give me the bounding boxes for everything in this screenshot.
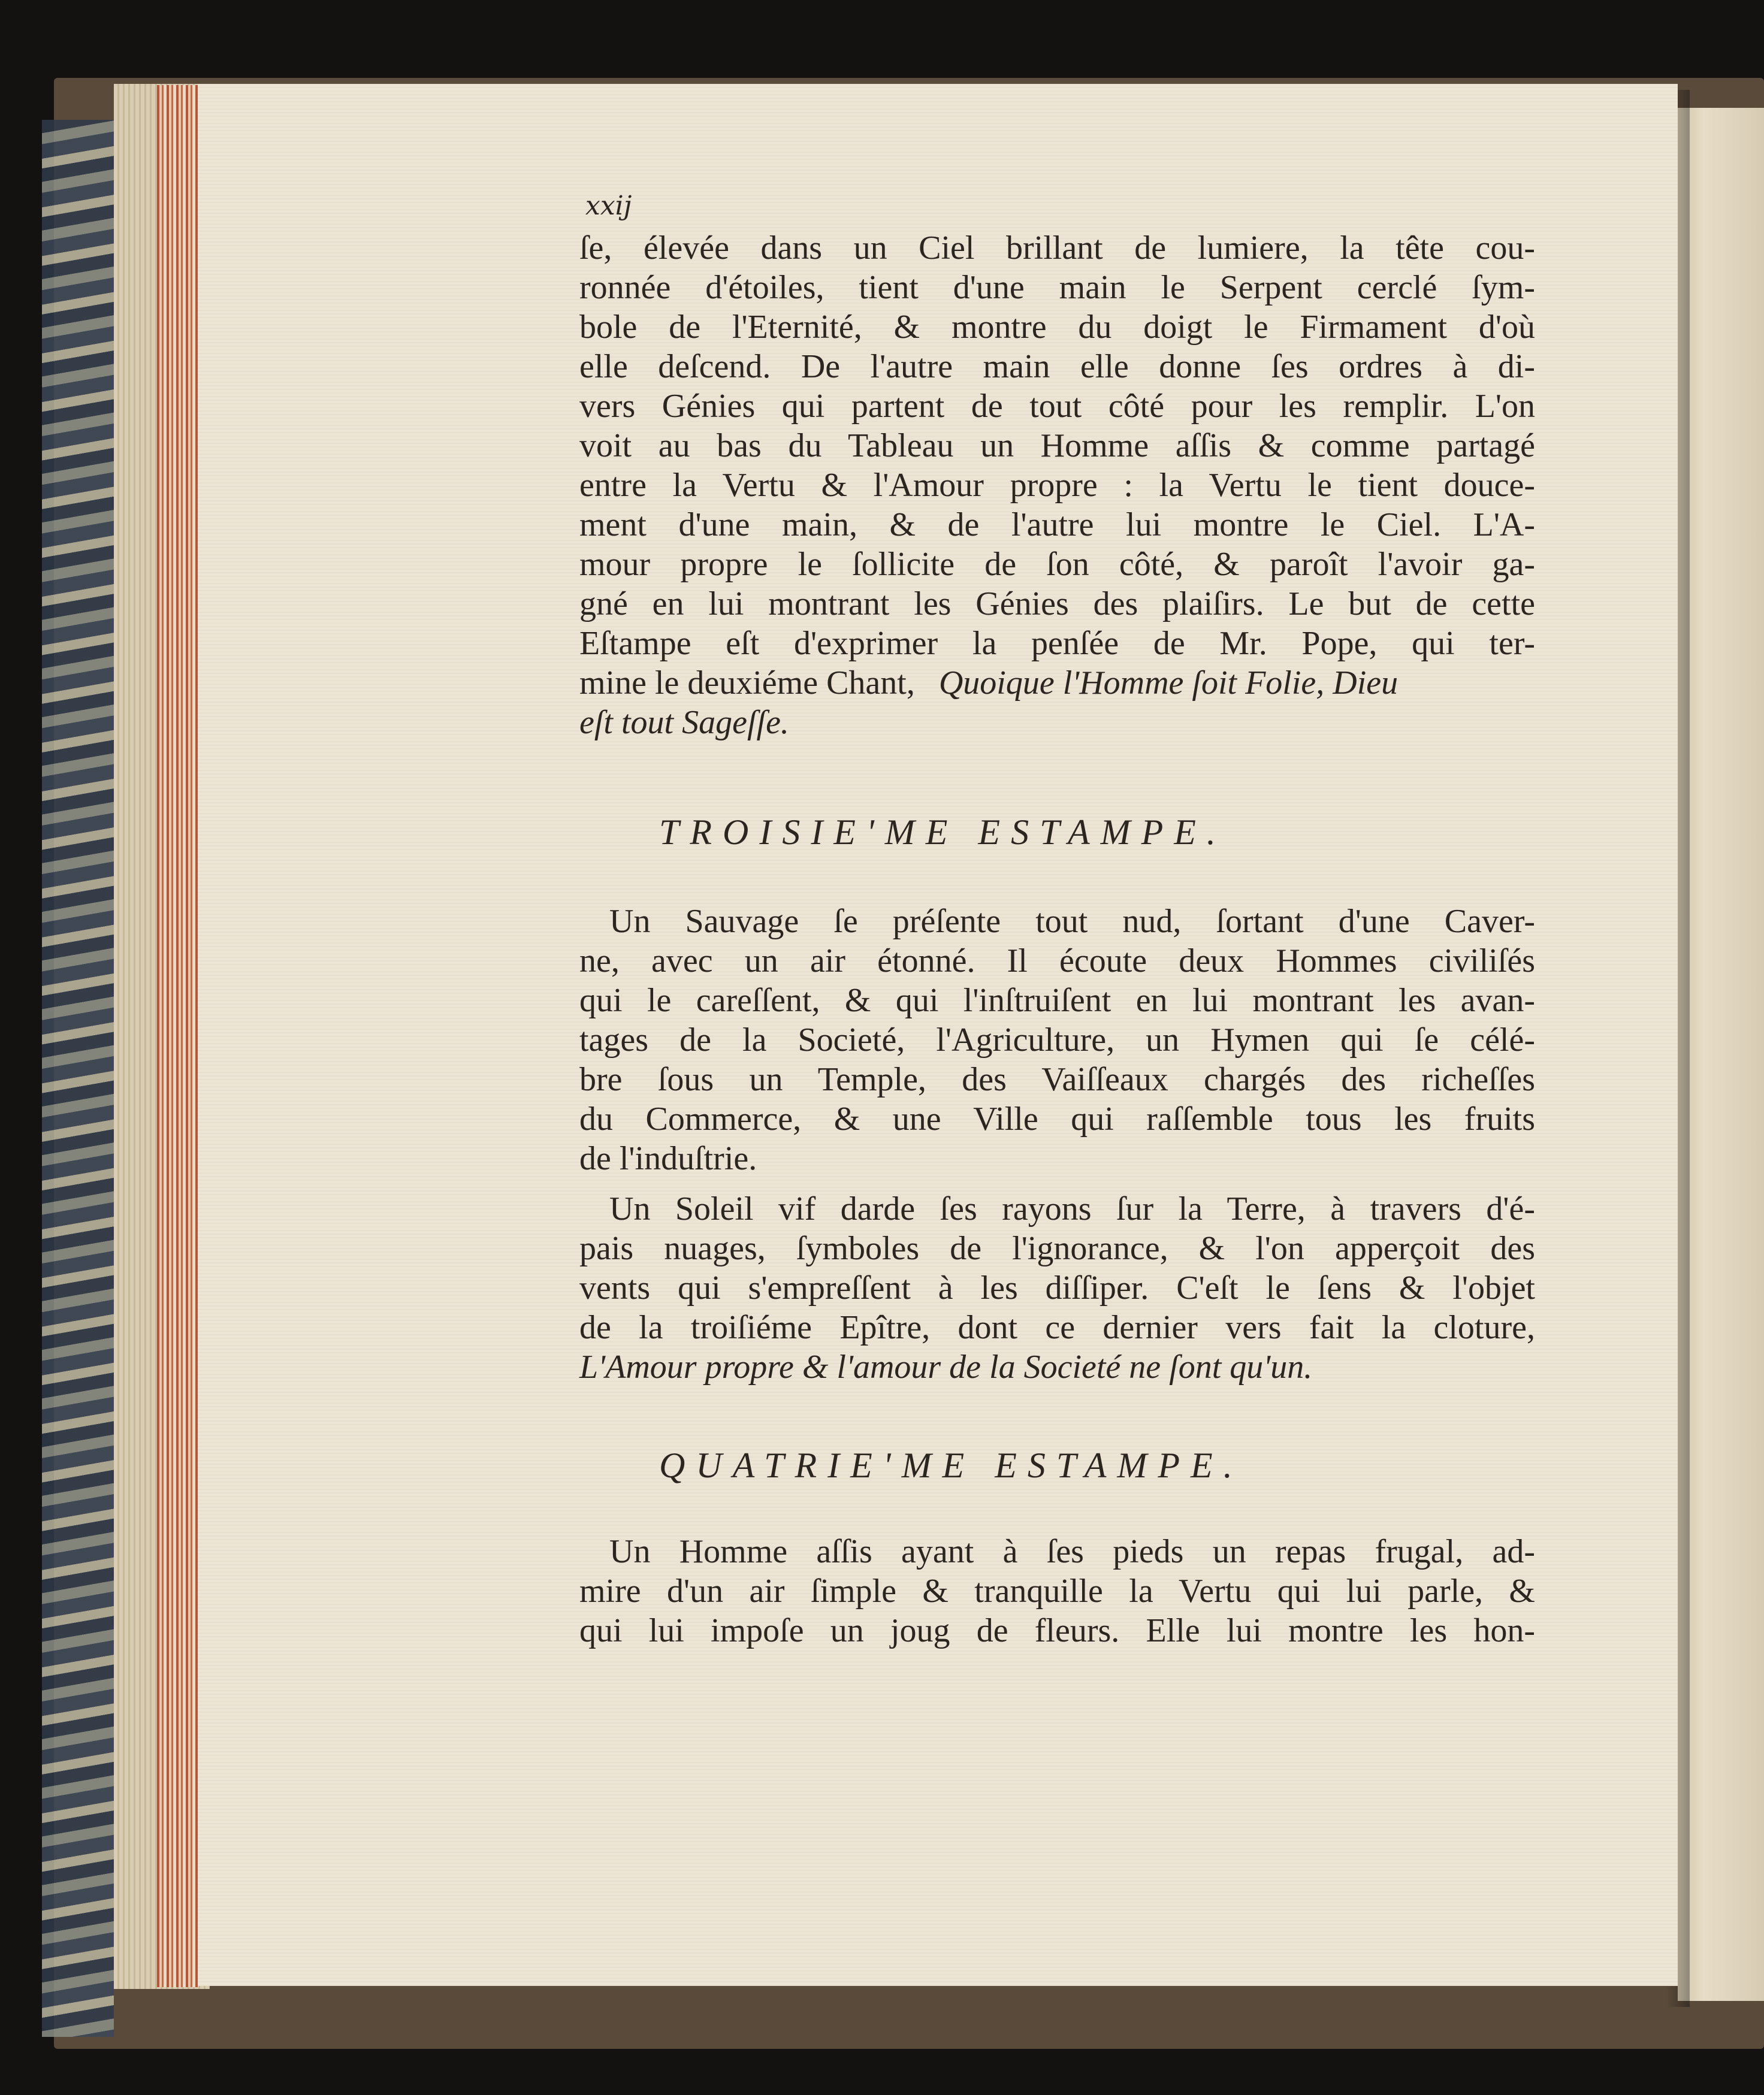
- text-line: qui lui impoſe un joug de fleurs. Elle lui montre les hon-: [579, 1612, 1535, 1649]
- text-line: Un Soleil vif darde ſes rayons ſur la Terre, à travers d'é-: [609, 1190, 1535, 1228]
- text-line: du Commerce, & une Ville qui raſſemble tous les fruits: [579, 1101, 1535, 1138]
- text-line: tages de la Societé, l'Agriculture, un Hymen qui ſe célé-: [579, 1021, 1535, 1059]
- text-line: entre la Vertu & l'Amour propre : la Vertu le tient douce-: [579, 467, 1535, 504]
- marbled-board: [42, 120, 114, 2037]
- text-line: pais nuages, ſymboles de l'ignorance, & l'on apperçoit des: [579, 1230, 1535, 1267]
- section-heading: TROISIE'ME ESTAMPE.: [659, 812, 1227, 852]
- text-line: Eſtampe eſt d'exprimer la penſée de Mr. Pope, qui ter-: [579, 625, 1535, 662]
- text-line: L'Amour propre & l'amour de la Societé ne ſont qu'un.: [579, 1349, 1313, 1386]
- text-span: mine le deuxiéme Chant,: [579, 664, 915, 702]
- text-line: mour propre le ſollicite de ſon côté, & paroît l'avoir ga-: [579, 546, 1535, 583]
- red-page-edges: [157, 85, 199, 1987]
- text-line: ſe, élevée dans un Ciel brillant de lumiere, la tête cou-: [579, 229, 1535, 267]
- text-line: Un Sauvage ſe préſente tout nud, ſortant d'une Caver-: [609, 903, 1535, 940]
- text-line: [579, 665, 1535, 701]
- text-line: mire d'un air ſimple & tranquille la Vertu qui lui parle, &: [579, 1573, 1535, 1610]
- text-line: vers Génies qui partent de tout côté pour les remplir. L'on: [579, 388, 1535, 425]
- text-line: bre ſous un Temple, des Vaiſſeaux chargés des richeſſes: [579, 1061, 1535, 1098]
- text-line: ne, avec un air étonné. Il écoute deux Hommes civiliſés: [579, 942, 1535, 980]
- text-line: elle deſcend. De l'autre main elle donne ſes ordres à di-: [579, 348, 1535, 385]
- section-heading: QUATRIE'ME ESTAMPE.: [659, 1446, 1243, 1485]
- text-line: bole de l'Eternité, & montre du doigt le Firmament d'où: [579, 309, 1535, 346]
- text-line: ronnée d'étoiles, tient d'une main le Serpent cerclé ſym-: [579, 269, 1535, 306]
- facing-leaf: [1678, 108, 1764, 2001]
- quote-span: Quoique l'Homme ſoit Folie, Dieu: [938, 664, 1398, 702]
- page-number: xxij: [585, 191, 632, 221]
- text-line: voit au bas du Tableau un Homme aſſis & comme partagé: [579, 427, 1535, 464]
- text-line: qui le careſſent, & qui l'inſtruiſent en lui montrant les avan-: [579, 982, 1535, 1019]
- text-line: de la troiſiéme Epître, dont ce dernier vers fait la cloture,: [579, 1309, 1535, 1346]
- text-line: eſt tout Sageſſe.: [579, 704, 789, 741]
- text-line: Un Homme aſſis ayant à ſes pieds un repas frugal, ad-: [609, 1533, 1535, 1570]
- text-line: de l'induſtrie.: [579, 1140, 757, 1177]
- text-line: vents qui s'empreſſent à les diſſiper. C'eſt le ſens & l'objet: [579, 1269, 1535, 1307]
- text-line: ment d'une main, & de l'autre lui montre le Ciel. L'A-: [579, 506, 1535, 543]
- text-line: gné en lui montrant les Génies des plaiſirs. Le but de cette: [579, 585, 1535, 622]
